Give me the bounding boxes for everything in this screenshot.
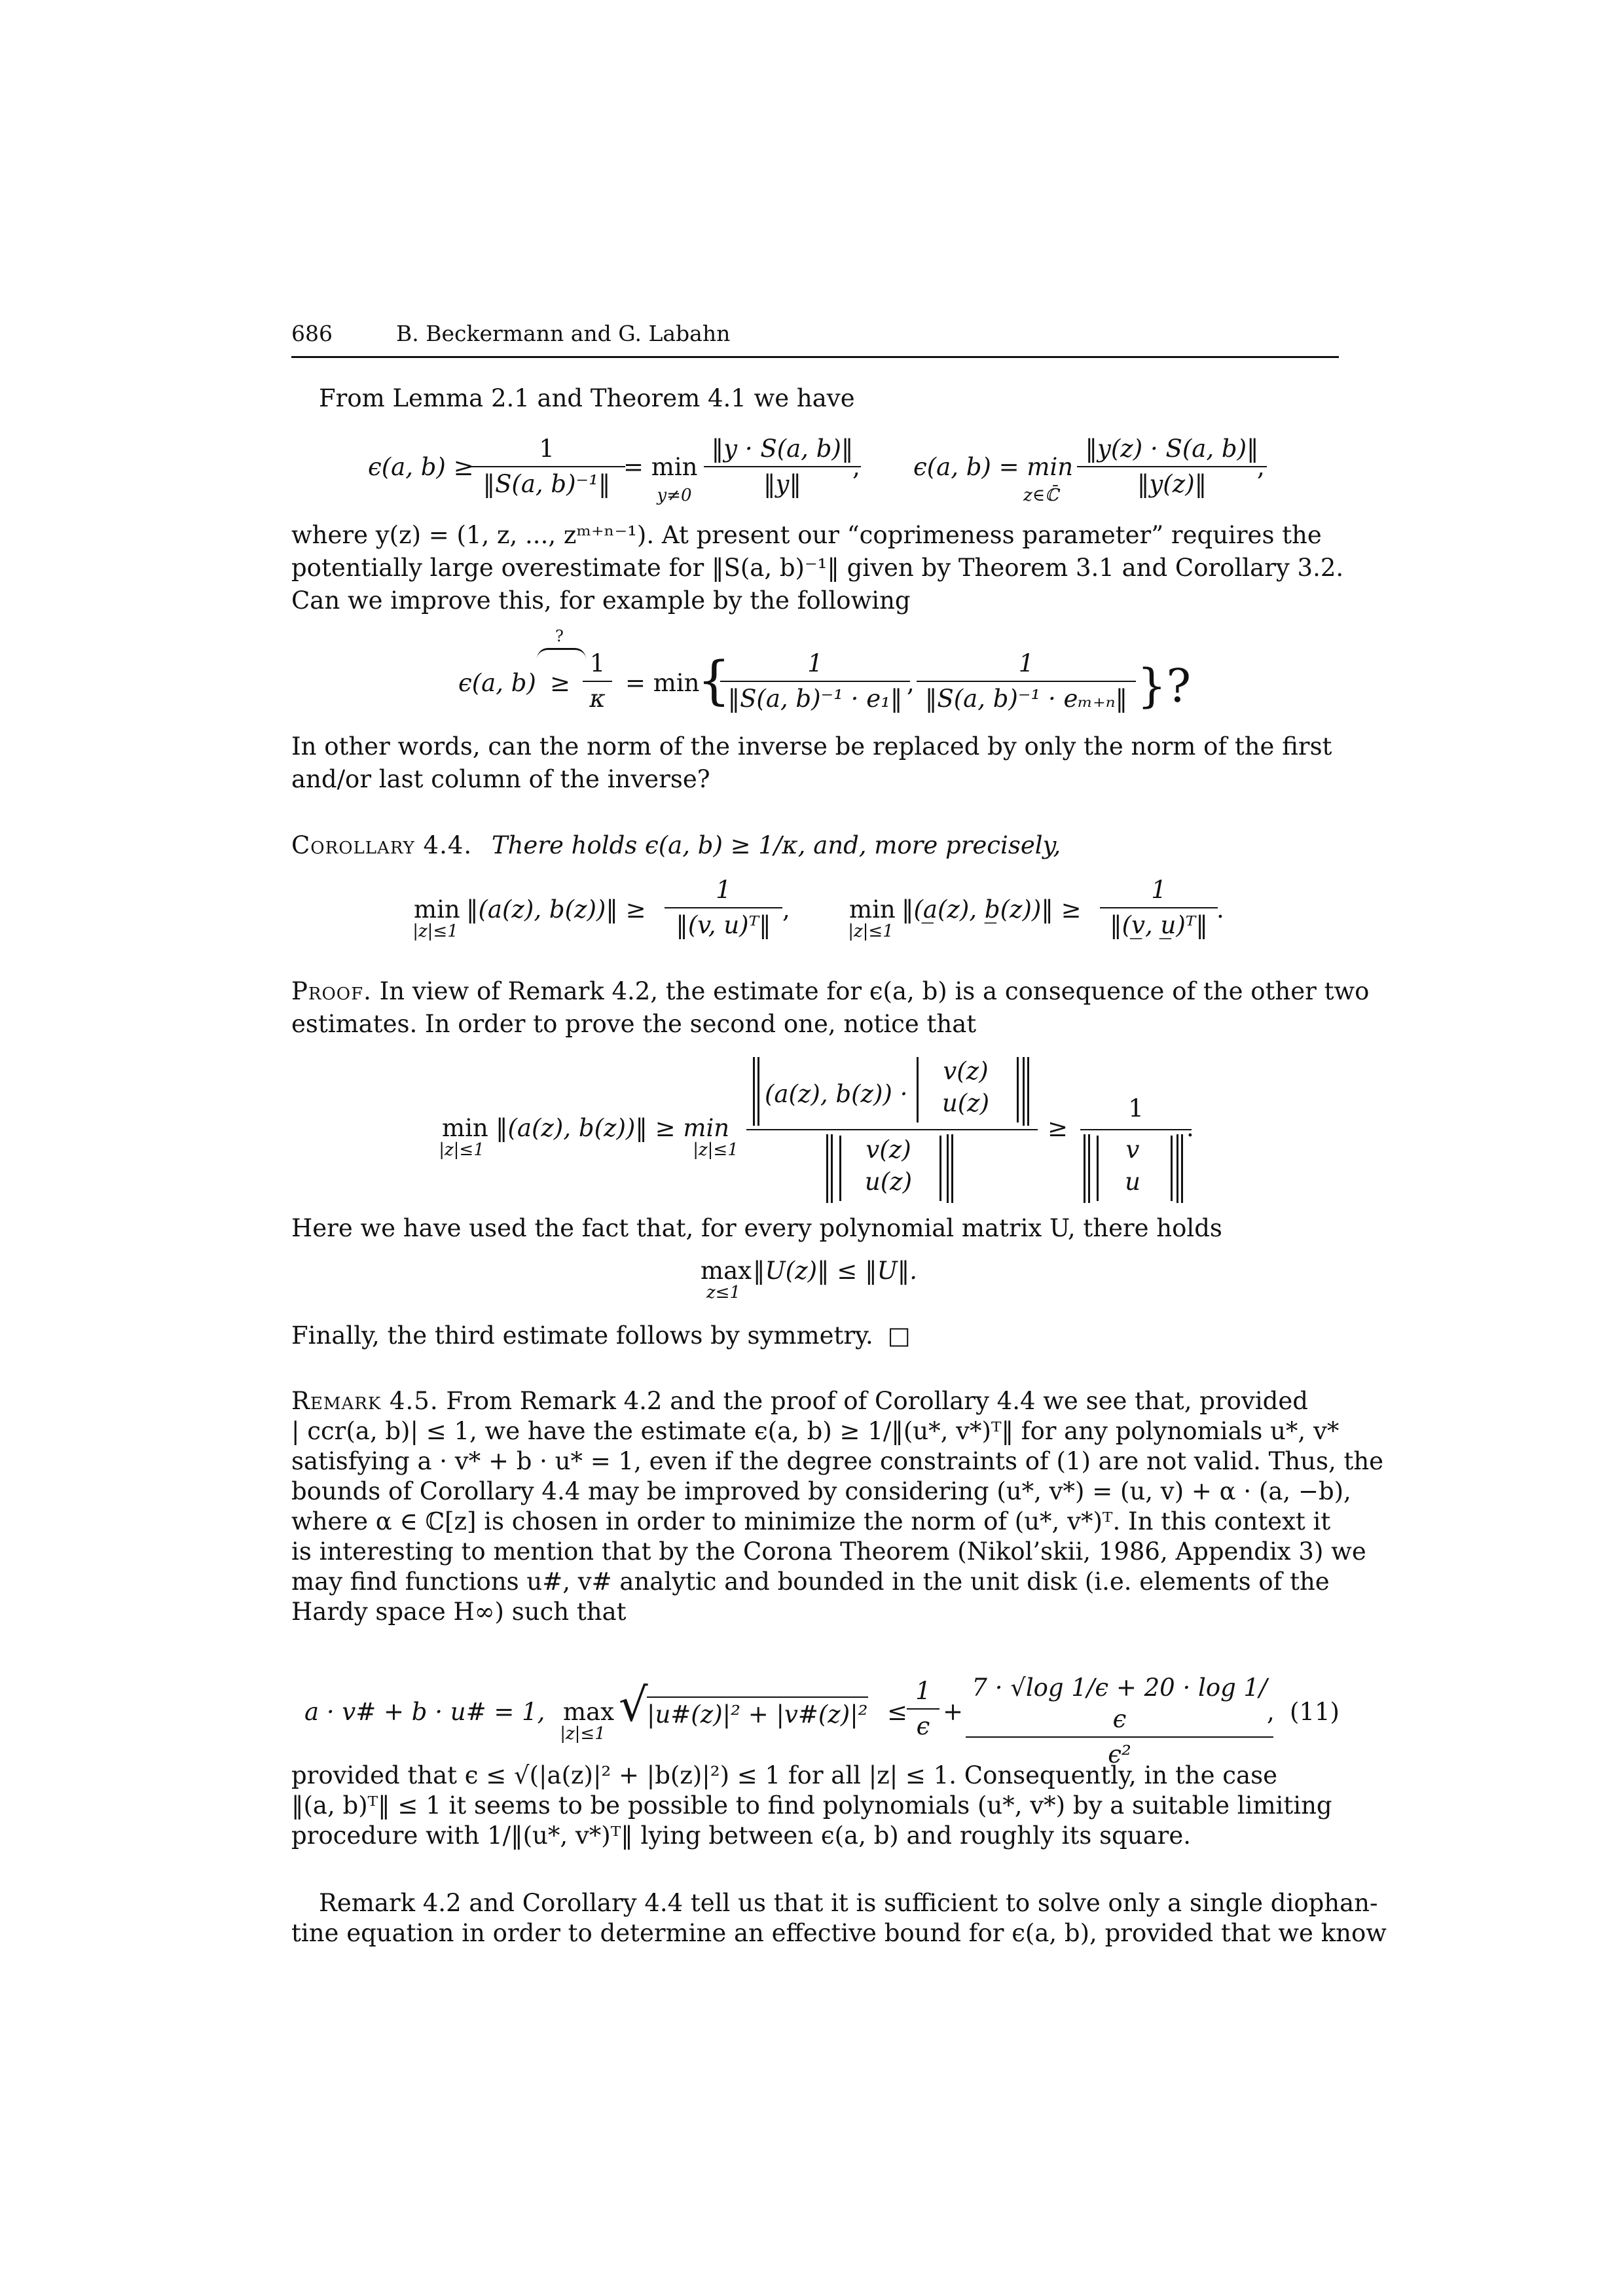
eq2-fraction-1 [720,648,910,715]
eq1-sub-a: y≠0 [657,486,692,505]
eq2-comma: , [907,669,915,697]
eq4-frac-num: 1 [1128,1094,1144,1122]
paragraph-4-text: Finally, the third estimate follows by symmetry. [291,1321,873,1350]
eq6-radicand: |u#(z)|² + |v#(z)|² [647,1696,868,1731]
eq3-fraction-b-num: 1 [1100,874,1218,908]
eq6-fraction-1 [907,1676,939,1742]
eq6-max: max [563,1698,615,1726]
eq6-fraction-1-num: 1 [907,1676,939,1710]
eq1-fraction-c-num: ‖y(z) · S(a, b)‖ [1077,433,1267,467]
eq3-fraction-a [665,874,782,941]
proof-line [291,975,1370,1008]
eq4-vec3-top: v [1125,1136,1140,1164]
eq5-max: max [701,1257,752,1285]
eq1-sub-b: z∈ℂ̄ [1023,486,1059,505]
eq2-fraction-kappa-den: κ [589,685,606,713]
paragraph-5-line: procedure with 1/‖(u*, v*)ᵀ‖ lying between ϵ(a, b) and roughly its square. [291,1821,1191,1850]
eq4-den-norm-left [826,1134,833,1203]
eq6-fraction-2-den: ϵ² [1108,1740,1131,1768]
eq1-lhs-a: ϵ(a, b) ≥ [368,453,474,481]
eq5-expr: ‖U(z)‖ ≤ ‖U‖. [753,1257,918,1285]
eq4-right-fraction-bar [1080,1129,1192,1130]
paragraph-2 [291,730,1339,796]
paragraph-2-line: and/or last column of the inverse? [291,765,710,793]
eq4-num-left: (a(z), b(z)) · [765,1080,908,1108]
eq4-vec3-bot: u [1125,1168,1140,1196]
eq3-min-b: min [849,895,896,924]
eq4-den3-norm-right [1176,1134,1183,1203]
eq4-geq: ≥ [1048,1114,1068,1142]
eq6-comma: , [1267,1698,1275,1726]
eq1-fraction-a [468,433,625,500]
paragraph-2-line: In other words, can the norm of the inverse be replaced by only the norm of the first [291,732,1332,761]
eq6-leq: ≤ [887,1698,908,1726]
proof-text: In view of Remark 4.2, the estimate for ϵ(a, b) is a consequence of the other two [379,977,1370,1005]
eq4-period: . [1186,1114,1194,1142]
proof-paragraph [291,975,1370,1041]
paragraph-1-line: where y(z) = (1, z, ..., zᵐ⁺ⁿ⁻¹). At present our “coprimeness parameter” requires the [291,521,1322,549]
corollary-label: Corollary 4.4. [291,831,473,859]
eq2-fraction-2 [917,648,1136,715]
eq1-fraction-c-den: ‖y(z)‖ [1137,470,1207,498]
eq4-expr-a: ‖(a(z), b(z))‖ ≥ min [496,1114,730,1142]
eq6-plus: + [943,1698,964,1726]
remark-line [291,1386,1339,1416]
proof-label: Proof. [291,977,372,1005]
eq6-fraction-2 [966,1672,1273,1770]
remark-line: Hardy space H∞) such that [291,1598,627,1626]
eq4-fraction-bar [746,1129,1038,1130]
intro-text: From Lemma 2.1 and Theorem 4.1 we have [319,384,855,412]
eq2-geq: ≥ [550,669,571,697]
eq3-expr-a: ‖(a(z), b(z))‖ ≥ [466,895,646,924]
remark-line: satisfying a · v* + b · u* = 1, even if the degree constraints of (1) are not valid. Thus, the [291,1447,1384,1475]
remark-label: Remark 4.5. [291,1387,439,1415]
paragraph-6-line: Remark 4.2 and Corollary 4.4 tell us that it is sufficient to solve only a single diophan- [319,1889,1378,1917]
eq2-fraction-kappa-num: 1 [583,648,612,682]
eq2-brace-right: }? [1137,659,1192,713]
eq3-period: . [1216,895,1224,924]
eq3-min-a: min [414,895,460,924]
eq1-lhs-b: ϵ(a, b) = min [913,453,1074,481]
eq2-brace-left: { [697,650,731,711]
eq2-question-mark: ? [555,627,564,645]
eq1-fraction-c [1077,433,1267,500]
equation-number-11: (11) [1290,1698,1340,1726]
eq6-fraction-1-den: ϵ [916,1712,930,1740]
remark-line: bounds of Corollary 4.4 may be improved by considering (u*, v*) = (u, v) + α · (a, −b), [291,1477,1351,1505]
paragraph-1-line: potentially large overestimate for ‖S(a, b)⁻¹‖ given by Theorem 3.1 and Corollary 3.2. [291,554,1344,582]
eq3-comma: , [782,895,790,924]
eq1-fraction-a-den: ‖S(a, b)⁻¹‖ [483,470,611,498]
eq4-num-norm-left [753,1057,759,1126]
eq1-min-a: = min [623,453,698,481]
eq4-sub-b: |z|≤1 [693,1140,739,1160]
eq2-overbrace [537,648,586,659]
eq6-fraction-2-num: 7 · √log 1/ϵ + 20 · log 1/ϵ [966,1672,1273,1738]
paragraph-4 [291,1320,911,1352]
eq3-fraction-a-den: ‖(v, u)ᵀ‖ [676,911,771,939]
remark-line: where α ∈ ℂ[z] is chosen in order to minimize the norm of (u*, v*)ᵀ. In this context it [291,1507,1331,1535]
eq3-fraction-b [1100,874,1218,941]
eq4-den-norm-right [947,1134,953,1203]
page-number: 686 [291,321,333,346]
eq6-lhs: a · v# + b · u# = 1, [304,1698,545,1726]
paragraph-6-line: tine equation in order to determine an effective bound for ϵ(a, b), provided that we know [291,1919,1387,1947]
remark-text: From Remark 4.2 and the proof of Corollary 4.4 we see that, provided [446,1387,1308,1415]
eq2-fraction-2-num: 1 [917,648,1136,682]
eq2-fraction-1-den: ‖S(a, b)⁻¹ · e₁‖ [727,685,903,713]
running-header: B. Beckermann and G. Labahn [396,321,731,346]
paragraph-3: Here we have used the fact that, for every polynomial matrix U, there holds [291,1214,1222,1242]
eq3-sub-b: |z|≤1 [848,922,894,941]
proof-line: estimates. In order to prove the second one, notice that [291,1010,977,1038]
corollary-statement: There holds ϵ(a, b) ≥ 1/κ, and, more precisely, [491,831,1061,859]
eq4-vec2-top: v(z) [866,1136,911,1164]
eq3-fraction-b-den: ‖(v̲, u̲)ᵀ‖ [1110,911,1208,939]
eq5-sub: z≤1 [706,1283,741,1302]
eq3-fraction-a-num: 1 [665,874,782,908]
paragraph-1 [291,519,1344,617]
eq6-sub: |z|≤1 [560,1724,606,1744]
eq3-sub-a: |z|≤1 [412,922,458,941]
eq1-fraction-b-den: ‖y‖ [763,470,801,498]
remark-line: may find functions u#, v# analytic and bounded in the unit disk (i.e. elements of the [291,1568,1330,1596]
remark-line: is interesting to mention that by the Corona Theorem (Nikol’skii, 1986, Appendix 3) we [291,1537,1366,1566]
paragraph-6 [291,1888,1387,1948]
eq1-fraction-a-num: 1 [468,433,625,467]
eq4-vec1-bot: u(z) [941,1089,990,1117]
eq2-lhs: ϵ(a, b) [458,669,536,697]
eq4-num-norm-right [1023,1057,1029,1126]
eq4-min-a: min [442,1114,488,1142]
eq4-sub-a: |z|≤1 [439,1140,484,1160]
corollary-4-4 [291,830,1061,861]
eq1-comma-a: , [852,453,860,481]
remark-4-5 [291,1386,1384,1627]
paragraph-5-line: provided that ϵ ≤ √(|a(z)|² + |b(z)|²) ≤ 1 for all |z| ≤ 1. Consequently, in the case [291,1761,1277,1789]
qed-symbol: □ [887,1321,911,1350]
eq2-fraction-1-num: 1 [720,648,910,682]
eq1-fraction-b [704,433,861,500]
eq4-den3-norm-left [1084,1134,1090,1203]
paragraph-5 [291,1761,1339,1851]
eq4-vec2-bot: u(z) [864,1168,913,1196]
header-rule [291,356,1339,358]
eq4-vec1-top: v(z) [943,1057,989,1085]
eq2-min: = min [625,669,700,697]
remark-line: | ccr(a, b)| ≤ 1, we have the estimate ϵ(a, b) ≥ 1/‖(u*, v*)ᵀ‖ for any polynomials u*, v* [291,1417,1340,1445]
eq3-expr-b: ‖(a̲(z), b̲(z))‖ ≥ [902,895,1082,924]
eq2-fraction-2-den: ‖S(a, b)⁻¹ · eₘ₊ₙ‖ [924,685,1128,713]
eq1-comma-b: , [1257,453,1265,481]
paragraph-1-line: Can we improve this, for example by the following [291,586,911,615]
eq6-sqrt-sign: √ [619,1678,648,1732]
paragraph-5-line: ‖(a, b)ᵀ‖ ≤ 1 it seems to be possible to find polynomials (u*, v*) by a suitable limiting [291,1791,1332,1820]
eq2-fraction-kappa [583,648,612,715]
eq1-fraction-b-num: ‖y · S(a, b)‖ [704,433,861,467]
